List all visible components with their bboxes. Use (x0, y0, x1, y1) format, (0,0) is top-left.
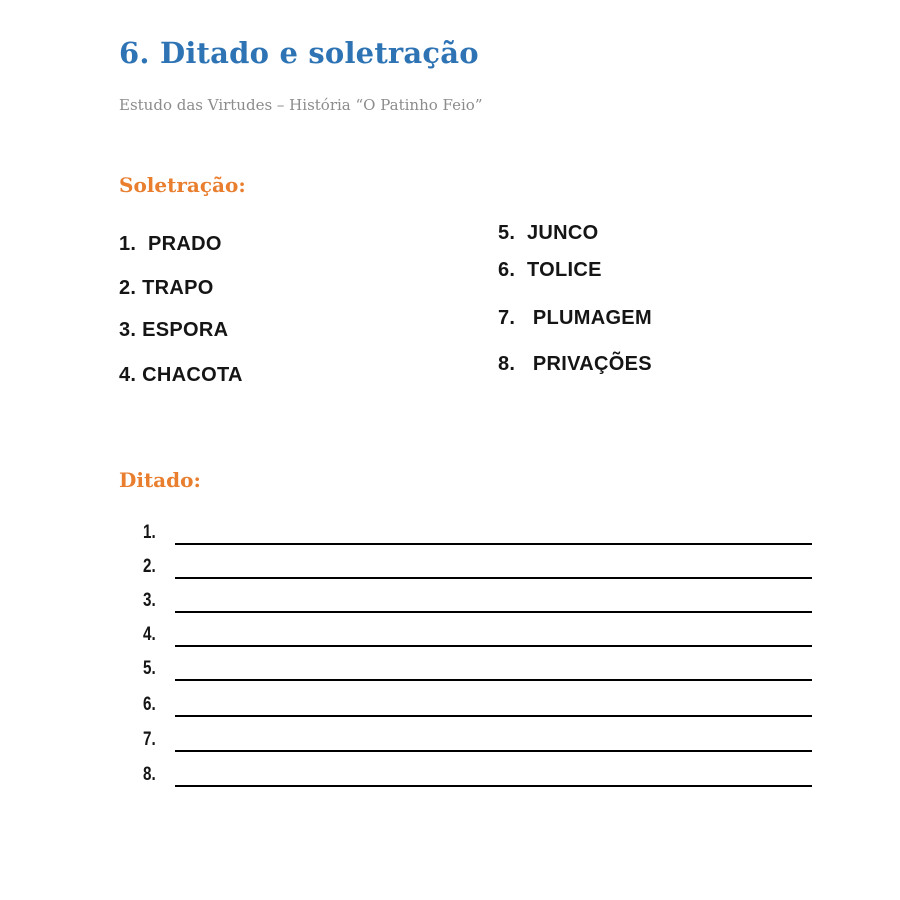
soletracao-section-heading: Soletração: (119, 173, 246, 197)
dictation-row-number: 4. (143, 624, 156, 645)
dictation-row-number: 8. (143, 764, 156, 785)
spelling-word-item: 1. PRADO (119, 233, 222, 255)
spelling-word-item: 7. PLUMAGEM (498, 307, 652, 329)
page-subtitle: Estudo das Virtudes – História “O Patinho Feio” (119, 96, 483, 114)
spelling-word-item: 5. JUNCO (498, 222, 599, 244)
dictation-row (143, 623, 812, 647)
dictation-answer-blank[interactable] (175, 657, 812, 681)
dictation-row (143, 763, 812, 787)
dictation-answer-blank[interactable] (175, 589, 812, 613)
spelling-word-item: 3. ESPORA (119, 319, 229, 341)
dictation-row-number: 6. (143, 694, 156, 715)
dictation-row (143, 521, 812, 545)
dictation-row-number: 3. (143, 590, 156, 611)
dictation-row (143, 693, 812, 717)
dictation-answer-blank[interactable] (175, 763, 812, 787)
page-title: 6. Ditado e soletração (119, 36, 479, 70)
ditado-section-heading: Ditado: (119, 468, 201, 492)
dictation-answer-blank[interactable] (175, 728, 812, 752)
dictation-row-number: 1. (143, 522, 156, 543)
dictation-answer-blank[interactable] (175, 555, 812, 579)
dictation-answer-blank[interactable] (175, 623, 812, 647)
spelling-word-item: 4. CHACOTA (119, 364, 243, 386)
spelling-word-item: 8. PRIVAÇÕES (498, 353, 652, 375)
spelling-word-item: 2. TRAPO (119, 277, 214, 299)
dictation-row (143, 589, 812, 613)
dictation-row (143, 555, 812, 579)
dictation-row (143, 728, 812, 752)
dictation-row-number: 7. (143, 729, 156, 750)
dictation-row-number: 2. (143, 556, 156, 577)
dictation-answer-blank[interactable] (175, 521, 812, 545)
dictation-row-number: 5. (143, 658, 156, 679)
dictation-row (143, 657, 812, 681)
dictation-answer-blank[interactable] (175, 693, 812, 717)
spelling-word-item: 6. TOLICE (498, 259, 602, 281)
